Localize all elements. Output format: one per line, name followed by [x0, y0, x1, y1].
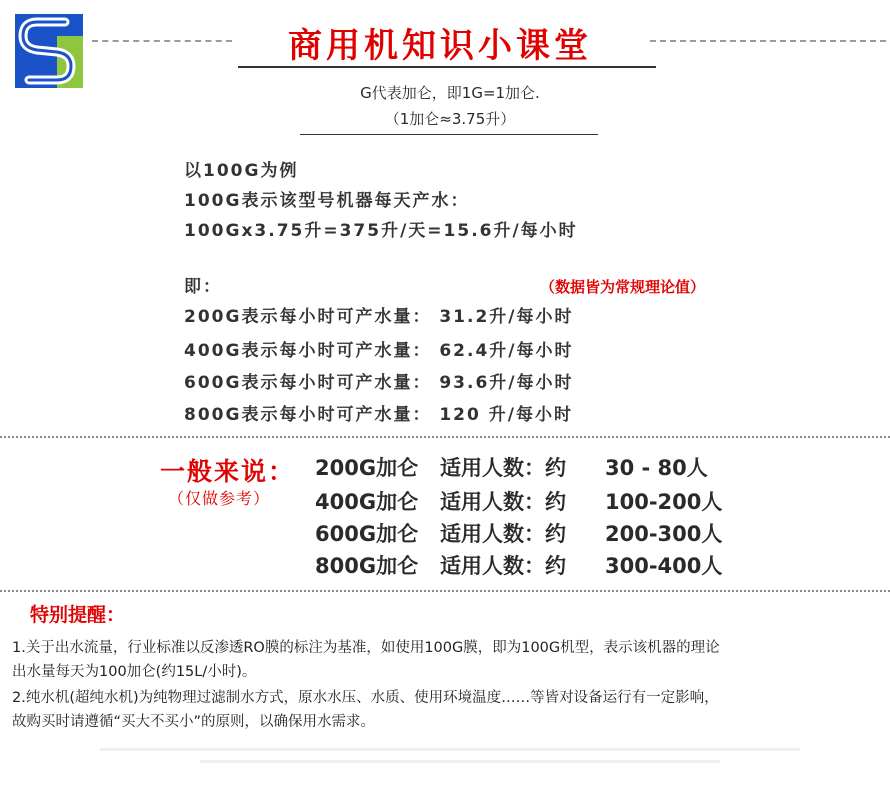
- page-title: 商用机知识小课堂: [288, 26, 592, 66]
- output-row: 200G表示每小时可产水量： 31.2升/每小时: [184, 307, 574, 327]
- usage-range: 30 - 80人: [605, 456, 708, 480]
- usage-row: [315, 518, 722, 548]
- theory-note: （数据皆为常规理论值）: [540, 278, 706, 296]
- reminder-line: 2.纯水机(超纯水机)为纯物理过滤制水方式，原水水压、水质、使用环境温度……等皆对设备运行有一定影响，: [12, 690, 719, 706]
- gallon-conversion: （1加仑≈3.75升）: [384, 110, 516, 128]
- usage-range: 300-400人: [605, 554, 723, 578]
- example-calc: 100Gx3.75升=375升/天=15.6升/每小时: [184, 221, 578, 241]
- header-dash-right: [650, 40, 886, 42]
- output-row: 800G表示每小时可产水量： 120 升/每小时: [184, 405, 573, 425]
- usage-row: [315, 452, 708, 482]
- reminder-line: 故购买时请遵循“买大不买小”的原则，以确保用水需求。: [12, 714, 376, 730]
- output-row: 600G表示每小时可产水量： 93.6升/每小时: [184, 373, 574, 393]
- gallon-definition: G代表加仑，即1G=1加仑.: [360, 84, 540, 102]
- usage-row: [315, 486, 722, 516]
- definition-underline: [300, 134, 598, 135]
- example-intro: 以100G为例: [184, 161, 299, 181]
- usage-model: 400G加仑: [315, 490, 419, 514]
- section-divider: [0, 590, 890, 592]
- usage-model: 800G加仑: [315, 554, 419, 578]
- reminder-line: 1.关于出水流量，行业标准以反渗透RO膜的标注为基准，如使用100G膜，即为100G机型，表示该机器的理论: [12, 640, 720, 656]
- reflection-fade: [200, 760, 720, 763]
- header-dash-left: [92, 40, 232, 42]
- reminder-title: 特别提醒：: [30, 604, 126, 626]
- usage-range: 200-300人: [605, 522, 723, 546]
- usage-label: 一般来说：: [160, 457, 296, 486]
- usage-label-text: 适用人数：约: [440, 456, 566, 480]
- section-divider: [0, 436, 890, 438]
- usage-label-text: 适用人数：约: [440, 522, 566, 546]
- example-ie: 即：: [184, 277, 222, 297]
- usage-label-text: 适用人数：约: [440, 490, 566, 514]
- usage-row: [315, 550, 722, 580]
- usage-model: 200G加仑: [315, 456, 419, 480]
- reflection-fade: [100, 748, 800, 751]
- usage-note: （仅做参考）: [168, 489, 271, 508]
- reminder-line: 出水量每天为100加仑(约15L/小时)。: [12, 664, 257, 680]
- usage-range: 100-200人: [605, 490, 723, 514]
- brand-logo: [15, 14, 83, 88]
- output-row: 400G表示每小时可产水量： 62.4升/每小时: [184, 341, 574, 361]
- example-desc: 100G表示该型号机器每天产水：: [184, 191, 470, 211]
- usage-label-text: 适用人数：约: [440, 554, 566, 578]
- logo-s-mark: [15, 14, 83, 88]
- title-underline: [238, 66, 656, 68]
- usage-model: 600G加仑: [315, 522, 419, 546]
